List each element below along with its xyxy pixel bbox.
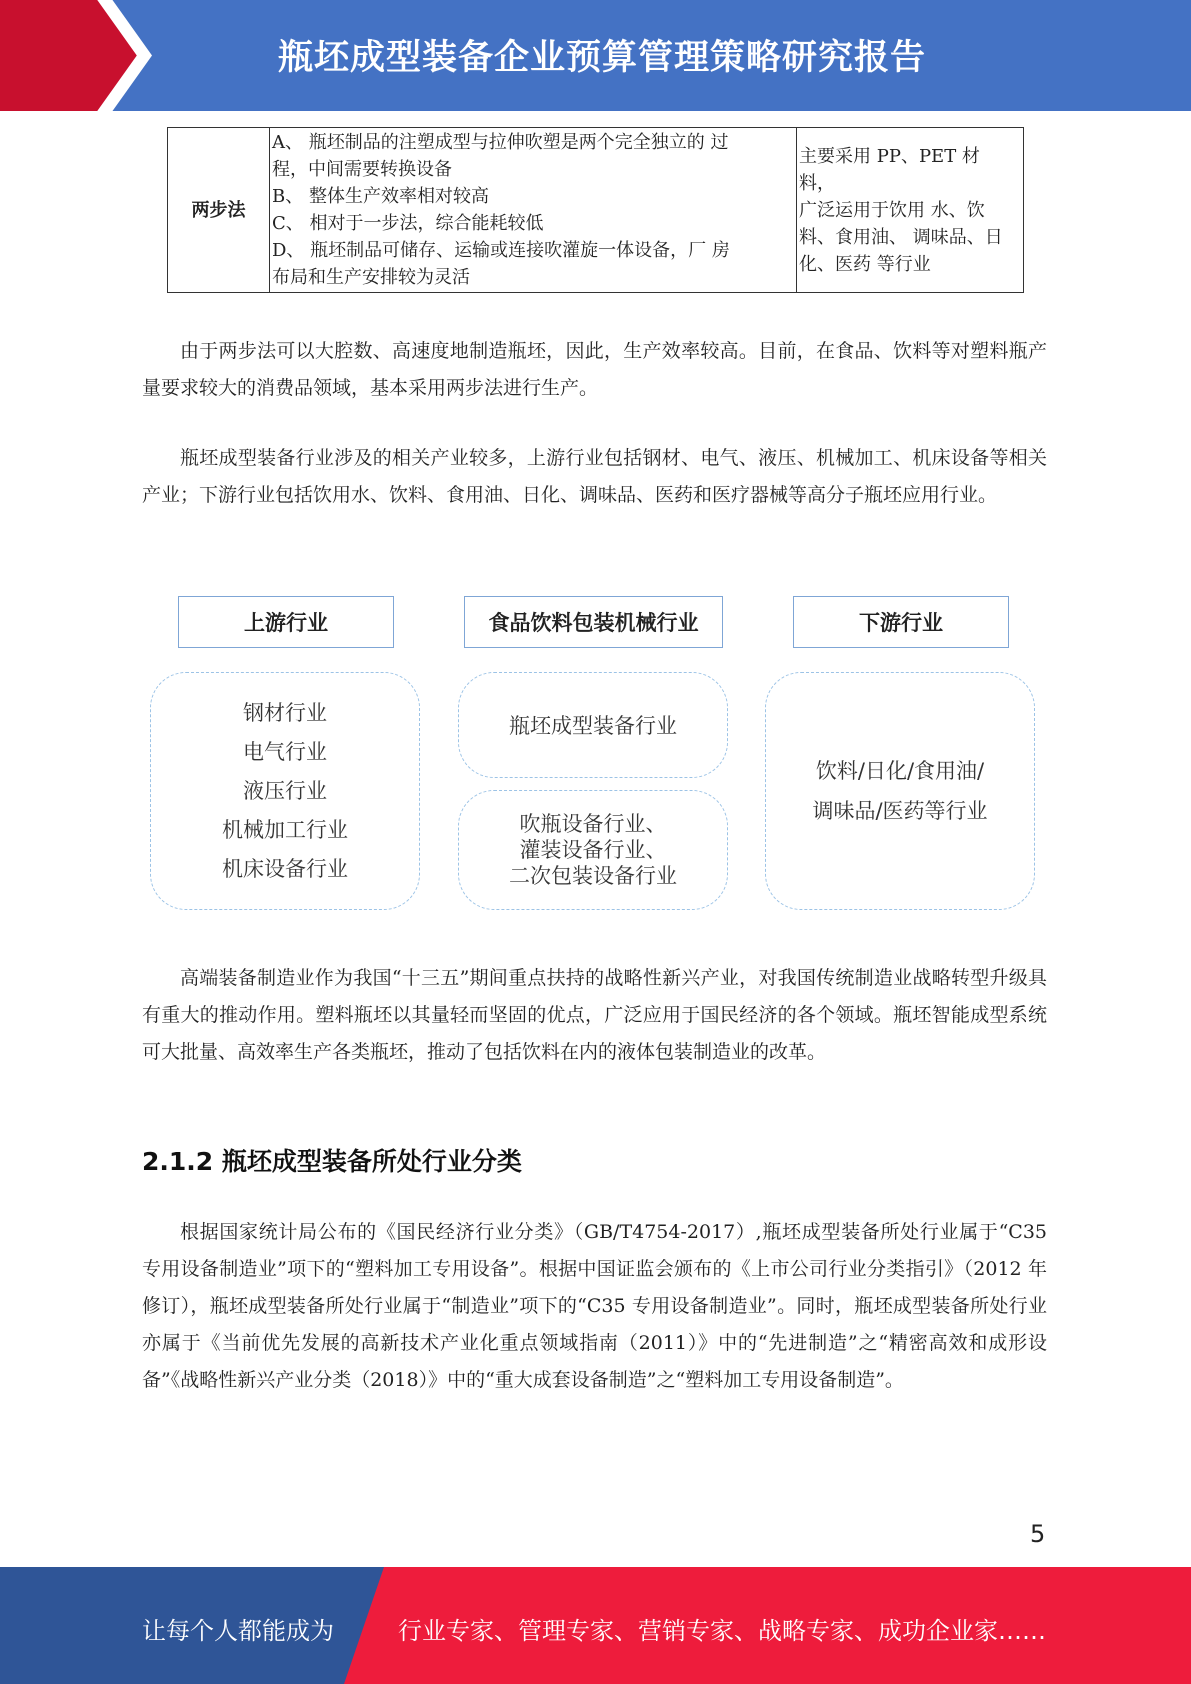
middle-bottom-box	[458, 790, 728, 910]
features-cell	[270, 128, 797, 293]
upstream-header: 上游行业	[178, 596, 394, 648]
report-title: 瓶坯成型装备企业预算管理策略研究报告	[278, 38, 927, 78]
paragraph-text: 根据国家统计局公布的《国民经济行业分类》（GB/T4754-2017）,瓶坯成型装备所处行业属于“C35 专用设备制造业”项下的“塑料加工专用设备”。根据中国证监会颁布的《上市公司行业分类指引》（2012 年修订），瓶坯成型装备所处行业属于“制造业”项下的“C35 专用设备制造业”。同时，瓶坯成型装备所处行业亦属于《当前优先发展的高新技术产业化重点领域指南（2011）》中的“先进制造”之“精密高效和成形设备”《战略性新兴产业分类（2018）》中的“重大成套设备制造”之“塑料加工专用设备制造”。	[142, 1221, 1047, 1391]
table-row	[168, 128, 1024, 293]
upstream-item: 钢材行业	[243, 700, 327, 725]
paragraph-industry-chain	[142, 440, 1047, 514]
feature-line: 程，中间需要转换设备	[272, 159, 452, 180]
application-cell	[797, 128, 1024, 293]
method-cell: 两步法	[168, 128, 270, 293]
industry-chain-diagram	[140, 590, 1040, 920]
footer-slogan-right: 行业专家、管理专家、营销专家、战略专家、成功企业家……	[398, 1617, 1046, 1645]
downstream-item: 饮料/日化/食用油/	[815, 759, 985, 783]
page-header	[0, 0, 1191, 111]
middle-top-box	[458, 672, 728, 778]
paragraph-high-end-equipment	[142, 960, 1047, 1071]
downstream-item: 调味品/医药等行业	[812, 799, 988, 823]
application-line: 主要采用 PP、PET 材 料，	[799, 145, 980, 194]
paragraph-text: 高端装备制造业作为我国“十三五”期间重点扶持的战略性新兴产业，对我国传统制造业战略转型升级具有重大的推动作用。塑料瓶坯以其量轻而坚固的优点，广泛应用于国民经济的各个领域。瓶坯智能成型系统可大批量、高效率生产各类瓶坯，推动了包括饮料在内的液体包装制造业的改革。	[142, 967, 1047, 1063]
section-heading: 2.1.2 瓶坯成型装备所处行业分类	[142, 1147, 522, 1176]
paragraph-industry-classification	[142, 1214, 1047, 1399]
middle-bottom-item: 吹瓶设备行业、	[519, 812, 667, 836]
page-footer	[0, 1567, 1191, 1684]
paragraph-text: 由于两步法可以大腔数、高速度地制造瓶坯，因此，生产效率较高。目前，在食品、饮料等对塑料瓶产量要求较大的消费品领域，基本采用两步法进行生产。	[142, 340, 1047, 399]
paragraph-text: 瓶坯成型装备行业涉及的相关产业较多，上游行业包括钢材、电气、液压、机械加工、机床设备等相关产业；下游行业包括饮用水、饮料、食用油、日化、调味品、医药和医疗器械等高分子瓶坯应用行业。	[142, 447, 1047, 506]
downstream-box	[765, 672, 1035, 910]
middle-bottom-item: 二次包装设备行业	[509, 864, 677, 888]
paragraph-two-step	[142, 333, 1047, 407]
upstream-item: 电气行业	[243, 739, 327, 764]
feature-line: D、 瓶坯制品可储存、运输或连接吹灌旋一体设备，厂 房	[272, 240, 730, 261]
page-number: 5	[1030, 1520, 1046, 1548]
feature-line: 布局和生产安排较为灵活	[272, 267, 470, 288]
upstream-item: 液压行业	[243, 778, 327, 803]
downstream-header: 下游行业	[793, 596, 1009, 648]
upstream-item: 机床设备行业	[222, 856, 348, 881]
feature-line: A、 瓶坯制品的注塑成型与拉伸吹塑是两个完全独立的 过	[272, 132, 729, 153]
footer-slogan-left: 让每个人都能成为	[142, 1617, 334, 1645]
middle-header: 食品饮料包装机械行业	[464, 596, 723, 648]
middle-top-item: 瓶坯成型装备行业	[509, 714, 677, 738]
application-line: 广泛运用于饮用 水、饮	[799, 199, 985, 221]
application-line: 化、医药 等行业	[799, 253, 931, 275]
application-line: 料、食用油、 调味品、日	[799, 226, 1003, 248]
upstream-box	[150, 672, 420, 910]
feature-line: B、 整体生产效率相对较高	[272, 186, 489, 207]
feature-line: C、 相对于一步法，综合能耗较低	[272, 213, 544, 234]
method-table	[167, 127, 1024, 293]
middle-bottom-item: 灌装设备行业、	[519, 838, 667, 862]
upstream-item: 机械加工行业	[222, 817, 348, 842]
